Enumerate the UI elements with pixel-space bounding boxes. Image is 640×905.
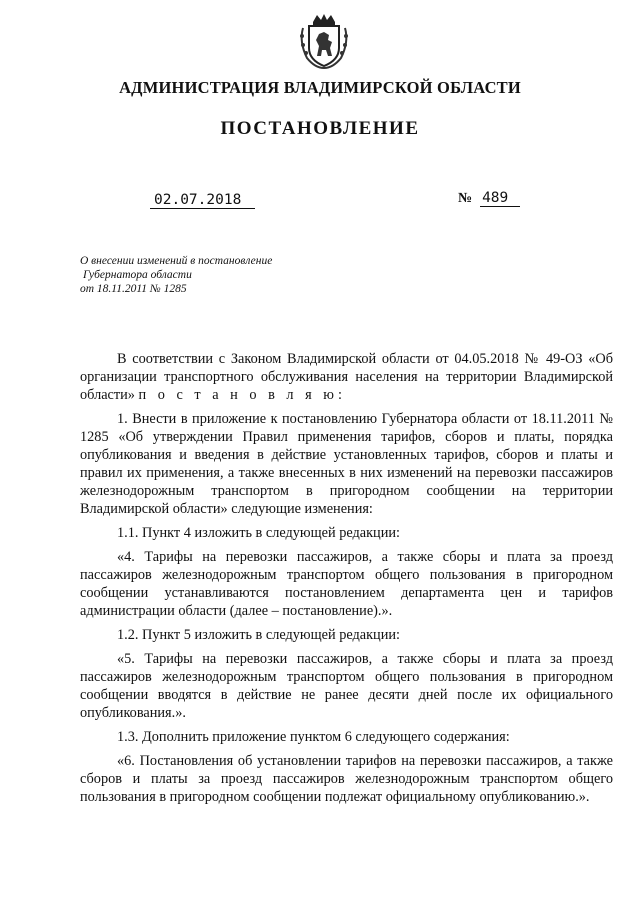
subject-line: от 18.11.2011 № 1285 bbox=[80, 283, 187, 295]
subject-line: Губернатора области bbox=[83, 269, 192, 281]
resolve-word: п о с т а н о в л я ю: bbox=[138, 387, 346, 403]
paragraph: 1.1. Пункт 4 изложить в следующей редакции: bbox=[117, 525, 400, 541]
paragraph: 1.3. Дополнить приложение пунктом 6 следующего содержания: bbox=[117, 729, 510, 745]
document-number bbox=[458, 190, 520, 207]
paragraph: 1.2. Пункт 5 изложить в следующей редакции: bbox=[117, 627, 400, 643]
document-date: 02.07.2018 bbox=[150, 192, 255, 209]
document-type-heading: ПОСТАНОВЛЕНИЕ bbox=[220, 118, 420, 139]
document-subject bbox=[80, 254, 360, 296]
subject-line: О внесении изменений в постановление bbox=[80, 255, 273, 267]
paragraph: 1. Внести в приложение к постановлению Губернатора области от 18.11.2011 № 1285 «Об утверждении Правил применения тарифов, сборов и платы, порядка опубликования и введения в действие установленных тарифов, сборов и платы и правил их применения, а также внесенных в них изменений на перевозки пассажиров железнодорожным транспортом в пригородном сообщении на территории Владимирской области» следующие изменения: bbox=[80, 411, 613, 517]
paragraph: «6. Постановления об установлении тарифов на перевозки пассажиров, а также сборов и платы за проезд пассажиров железнодорожным транспортом общего пользования в пригородном сообщении подлежат официальному опубликованию.». bbox=[80, 753, 613, 805]
coat-of-arms-icon bbox=[295, 12, 353, 70]
organization-title: АДМИНИСТРАЦИЯ ВЛАДИМИРСКОЙ ОБЛАСТИ bbox=[119, 78, 521, 97]
document-body bbox=[80, 350, 613, 806]
preamble-paragraph bbox=[80, 350, 613, 404]
paragraph: «4. Тарифы на перевозки пассажиров, а также сборы и плата за проезд пассажиров железнодорожным транспортом общего пользования в пригородном сообщении устанавливаются постановлением департамента цен и тарифов администрации области (далее – постановление).». bbox=[80, 549, 613, 619]
paragraph: «5. Тарифы на перевозки пассажиров, а также сборы и плата за проезд пассажиров железнодорожным транспортом общего пользования в пригородном сообщении вводятся в действие не ранее десяти дней после их официального опубликования.». bbox=[80, 651, 613, 721]
number-value: 489 bbox=[480, 190, 520, 207]
number-sign: № bbox=[458, 191, 473, 206]
preamble-text: В соответствии с Законом Владимирской области от 04.05.2018 № 49-ОЗ «Об организации транспортного обслуживания населения на территории Владимирской области» bbox=[80, 351, 613, 403]
